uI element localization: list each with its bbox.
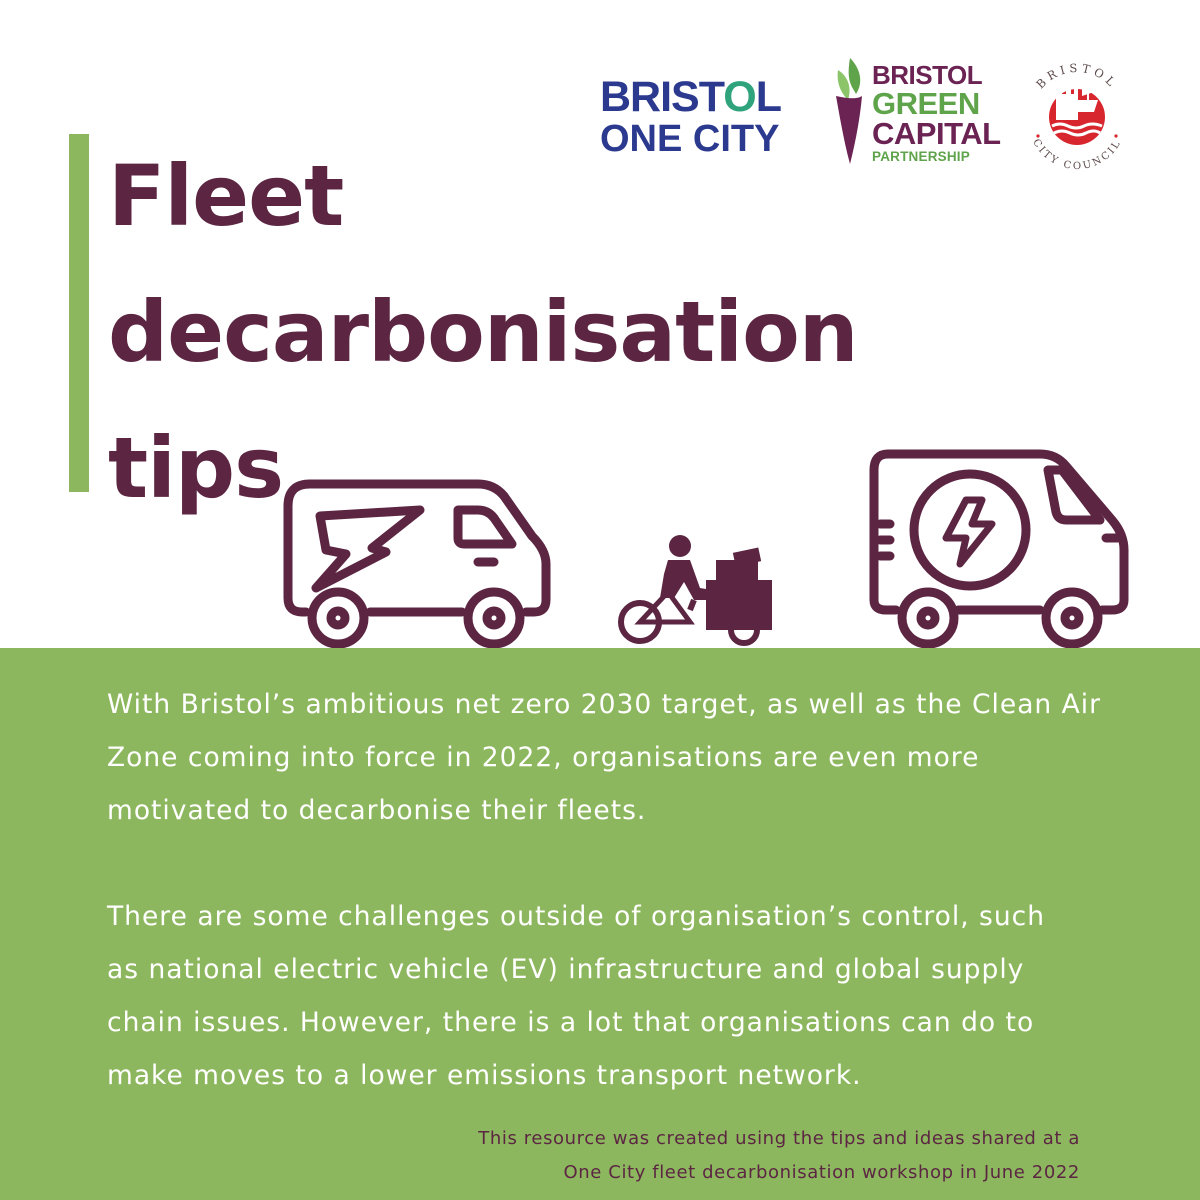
council-seal-top-text: BRISTOL [1033, 60, 1121, 92]
green-capital-partnership-logo [830, 56, 1000, 166]
intro-paragraph-2: There are some challenges outside of organisation’s control, such as national electric vehicle (EV) infrastructure and global supply chain issues. However, there is a lot that organisations can do to make moves to a lower emissions transport network. [107, 901, 1046, 1091]
source-footnote [478, 1122, 1080, 1190]
title-line-1: Fleet [108, 147, 344, 245]
title-accent-bar [69, 134, 89, 492]
flame-leaf-icon [830, 56, 870, 166]
footnote-line-2: One City fleet decarbonisation workshop in June 2022 [563, 1162, 1080, 1183]
bristol-city-council-seal [1016, 56, 1138, 178]
intro-paragraph-1: With Bristol’s ambitious net zero 2030 target, as well as the Clean Air Zone coming into force in 2022, organisations are even more motivated to decarbonise their fleets. [107, 689, 1102, 826]
council-seal-bottom-text: CITY COUNCIL [1030, 137, 1124, 173]
footnote-line-1: This resource was created using the tips and ideas shared at a [478, 1128, 1080, 1149]
green-capital-line-4: PARTNERSHIP [872, 149, 970, 164]
one-city-logo-text-end: L [755, 73, 781, 121]
one-city-logo-text: BRIST [600, 73, 724, 121]
bristol-one-city-logo [600, 73, 781, 160]
title-line-2: decarbonisation [108, 283, 858, 381]
intro-section [0, 648, 1200, 1200]
svg-text:BRISTOL [1033, 61, 1120, 92]
one-city-logo-o: O [723, 73, 756, 121]
electric-van-icon [288, 484, 546, 644]
green-capital-line-2: GREEN [872, 86, 980, 121]
ev-truck-icon [874, 454, 1124, 644]
green-capital-line-3: CAPITAL [872, 116, 1001, 151]
cargo-bike-icon [621, 535, 772, 643]
vehicles-illustration [0, 440, 1200, 660]
one-city-logo-subtext: ONE CITY [600, 118, 780, 160]
title-line-3: tips [108, 419, 284, 517]
green-capital-line-1: BRISTOL [872, 60, 983, 90]
